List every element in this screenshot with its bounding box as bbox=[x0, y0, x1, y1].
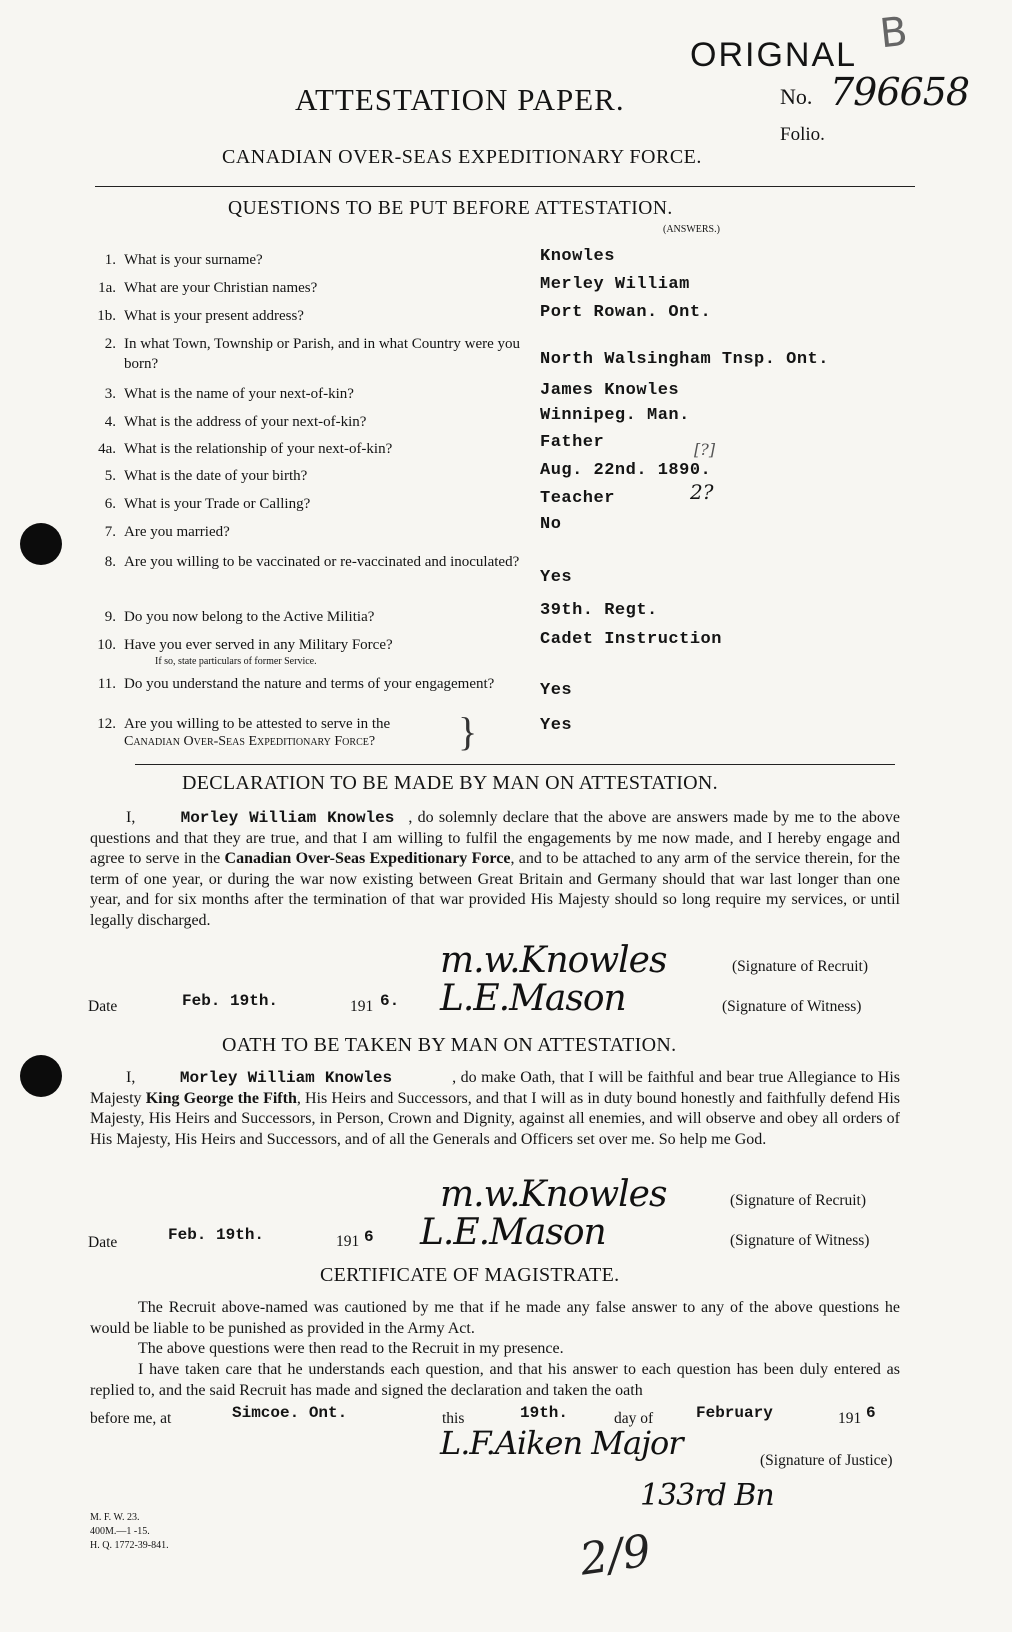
answer-kin-relationship: Father bbox=[540, 433, 605, 452]
form-code-3: H. Q. 1772-39-841. bbox=[90, 1540, 169, 1551]
answer-militia: 39th. Regt. bbox=[540, 601, 658, 620]
oath-date-label: Date bbox=[88, 1234, 118, 1251]
oath-recruit-label: (Signature of Recruit) bbox=[730, 1192, 867, 1209]
question-row: 8. Are you willing to be vaccinated or re-vaccinated and inoculated? bbox=[104, 554, 520, 570]
certificate-paragraph-1: The Recruit above-named was cautioned by me that if he made any false answer to any of the above questions he would be liable to be punished as provided in the Army Act. bbox=[90, 1299, 900, 1337]
corner-mark: B bbox=[877, 8, 910, 58]
punch-hole-top bbox=[20, 523, 62, 565]
question-row: 1a. What are your Christian names? bbox=[98, 280, 318, 296]
declaration-heading: DECLARATION TO BE MADE BY MAN ON ATTESTATION. bbox=[182, 772, 718, 794]
answer-willing: Yes bbox=[540, 716, 573, 735]
answers-label: (ANSWERS.) bbox=[663, 224, 720, 235]
question-row: 10. Have you ever served in any Military Force? bbox=[97, 637, 393, 653]
oath-heading: OATH TO BE TAKEN BY MAN ON ATTESTATION. bbox=[222, 1034, 677, 1056]
day-of-label: day of bbox=[614, 1410, 654, 1427]
justice-signature-label: (Signature of Justice) bbox=[760, 1452, 893, 1469]
page-title: ATTESTATION PAPER. bbox=[295, 82, 625, 117]
military-force-note: If so, state particulars of former Service. bbox=[155, 656, 317, 667]
battalion-note: 133rd Bn bbox=[640, 1478, 774, 1513]
declaration-date-label: Date bbox=[88, 998, 118, 1015]
age-margin-note: [?] bbox=[694, 440, 716, 459]
question-12-line2: Canadian Over-Seas Expeditionary Force? bbox=[124, 734, 376, 749]
oath-name: Morley William Knowles bbox=[179, 1069, 393, 1087]
question-row: 12. Are you willing to be attested to serve in the bbox=[97, 716, 391, 732]
justice-signature: L.F.Aiken Major bbox=[440, 1424, 683, 1462]
answer-trade: Teacher bbox=[540, 489, 615, 508]
answer-married: No bbox=[540, 515, 562, 534]
oath-year-suffix: 6 bbox=[364, 1228, 374, 1246]
answer-understand: Yes bbox=[540, 681, 573, 700]
question-row: 3. What is the name of your next-of-kin? bbox=[104, 386, 354, 402]
certificate-paragraph-3: I have taken care that he understands each question, and that his answer to each question has been duly entered as replied to, and the said Recruit has made and signed the declaration and taken the oath bbox=[90, 1361, 900, 1399]
punch-hole-bottom bbox=[20, 1055, 62, 1097]
declaration-text: I, Morley William Knowles , do solemnly declare that the above are answers made by me to the above questions and that they are true, and that I am willing to fulfil the engagements by me now made, and I hereby engage and agree to serve in the Canadian Over-Seas Expeditionary Force, and to be attached to any arm of the service therein, for the term of one year, or during the war now existing between Great Britain and Germany should that war last longer than one year, and for six months after the termination of that war provided His Majesty should so long require my services, or until legally discharged. bbox=[90, 809, 901, 929]
this-label: this bbox=[442, 1410, 465, 1427]
answer-vaccinated: Yes bbox=[540, 568, 573, 587]
declaration-recruit-signature: m.w.Knowles bbox=[440, 940, 667, 981]
question-row: 1. What is your surname? bbox=[104, 252, 263, 268]
oath-witness-signature: L.E.Mason bbox=[420, 1212, 606, 1253]
declaration-year-suffix: 6. bbox=[380, 992, 400, 1010]
page-subtitle: CANADIAN OVER-SEAS EXPEDITIONARY FORCE. bbox=[222, 146, 702, 168]
declaration-witness-signature: L.E.Mason bbox=[440, 978, 626, 1019]
serial-number: 796658 bbox=[830, 70, 970, 114]
folio-label: Folio. bbox=[780, 124, 825, 145]
certificate-paragraph-2: The above questions were then read to the Recruit in my presence. bbox=[138, 1340, 564, 1357]
answer-birthplace: North Walsingham Tnsp. Ont. bbox=[540, 350, 829, 369]
form-code-1: M. F. W. 23. bbox=[90, 1512, 140, 1523]
question-row: 9. Do you now belong to the Active Militia? bbox=[104, 609, 375, 625]
declaration-date: Feb. 19th. bbox=[182, 992, 279, 1010]
header-rule bbox=[95, 186, 915, 187]
section-rule bbox=[135, 764, 895, 765]
witness-signature-label: (Signature of Witness) bbox=[722, 998, 862, 1015]
answer-birth-date: Aug. 22nd. 1890. bbox=[540, 461, 712, 480]
oath-text: I, Morley William Knowles , do make Oath, that I will be faithful and bear true Allegiance to His Majesty King George the Fifth, His Heirs and Successors, and that I will as in duty bound honestly and faithfully defend His Majesty, His Heirs and Successors, in Person, Crown and Dignity, against all enemies, and will observe and obey all orders of His Majesty, His Heirs and Successors, and of all the Generals and Officers set over me. So help me God. bbox=[90, 1069, 901, 1148]
question-row: 11. Do you understand the nature and terms of your engagement? bbox=[97, 676, 495, 692]
declaration-year-prefix: 191 bbox=[350, 998, 374, 1015]
question-row: 1b. What is your present address? bbox=[97, 308, 304, 324]
original-stamp: ORIGNAL bbox=[690, 36, 858, 74]
question-row: 5. What is the date of your birth? bbox=[104, 468, 308, 484]
question-row: 2. In what Town, Township or Parish, and in what Country were you born? bbox=[104, 336, 521, 372]
oath-date: Feb. 19th. bbox=[168, 1226, 265, 1244]
question-row: 7. Are you married? bbox=[104, 524, 230, 540]
answer-address: Port Rowan. Ont. bbox=[540, 303, 712, 322]
recruit-signature-label: (Signature of Recruit) bbox=[732, 958, 869, 975]
form-code-2: 400M.—1 -15. bbox=[90, 1526, 150, 1537]
oath-year-prefix: 191 bbox=[336, 1233, 360, 1250]
certificate-month: February bbox=[696, 1404, 773, 1422]
footer-scribble: 2/9 bbox=[576, 1525, 655, 1586]
certificate-year-suffix: 6 bbox=[866, 1404, 876, 1422]
question-row: 4. What is the address of your next-of-kin? bbox=[104, 414, 367, 430]
answer-surname: Knowles bbox=[540, 247, 615, 266]
certificate-day: 19th. bbox=[520, 1404, 569, 1422]
age-margin-number: 2? bbox=[690, 480, 714, 504]
question-row: 6. What is your Trade or Calling? bbox=[104, 496, 311, 512]
question-row: 4a. What is the relationship of your next-of-kin? bbox=[98, 441, 393, 457]
certificate-heading: CERTIFICATE OF MAGISTRATE. bbox=[320, 1264, 620, 1286]
declaration-name: Morley William Knowles bbox=[180, 809, 395, 827]
certificate-year-prefix: 191 bbox=[838, 1410, 862, 1427]
questions-heading: QUESTIONS TO BE PUT BEFORE ATTESTATION. bbox=[228, 198, 673, 219]
oath-witness-label: (Signature of Witness) bbox=[730, 1232, 870, 1249]
answer-christian-names: Merley William bbox=[540, 275, 690, 294]
certificate-place: Simcoe. Ont. bbox=[232, 1404, 348, 1422]
oath-recruit-signature: m.w.Knowles bbox=[440, 1174, 667, 1215]
answer-military-force: Cadet Instruction bbox=[540, 630, 722, 649]
answer-kin-address: Winnipeg. Man. bbox=[540, 406, 690, 425]
brace: } bbox=[458, 709, 478, 754]
no-label: No. bbox=[780, 84, 813, 109]
answer-next-of-kin: James Knowles bbox=[540, 381, 680, 400]
before-me-label: before me, at bbox=[90, 1410, 172, 1427]
